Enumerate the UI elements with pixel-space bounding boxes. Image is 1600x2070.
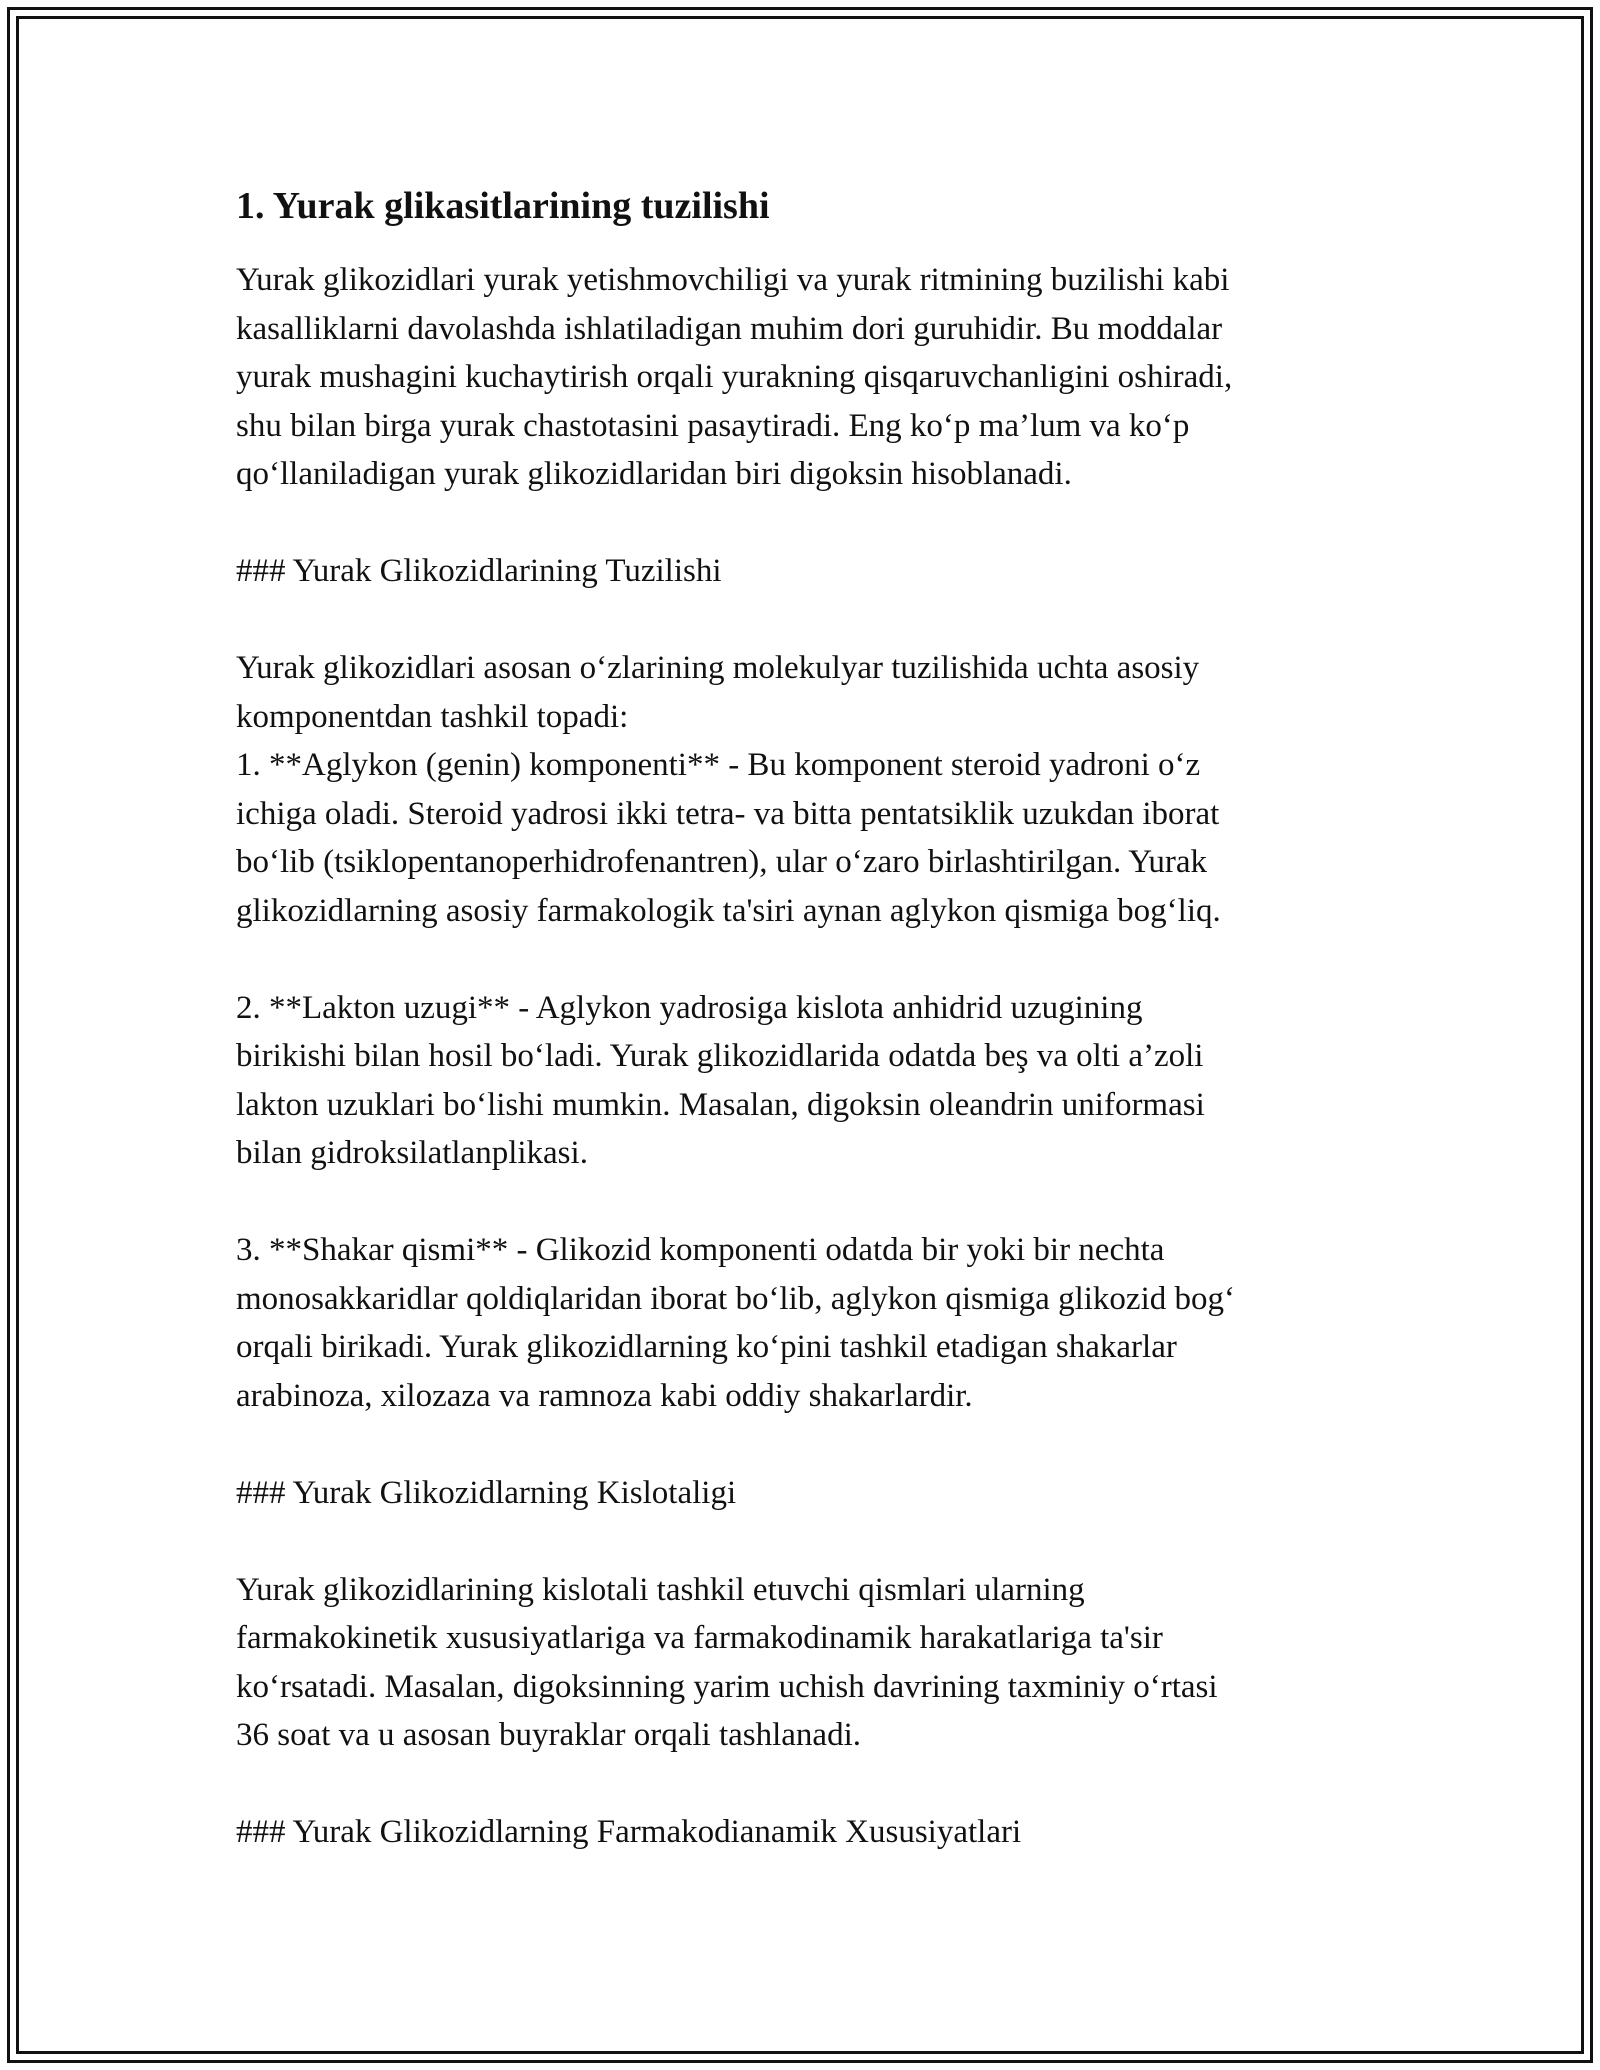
intro-paragraph: Yurak glikozidlari yurak yetishmovchiligi va yurak ritmining buzilishi kabi kasalliklarni davolashda ishlatiladigan muhim dori guruhidir. Bu moddalar yurak mushagini kuchaytirish orqali yurakning qisqaruvchanligini oshiradi, shu bilan birga yurak chastotasini pasaytiradi. Eng ko‘p ma’lum va ko‘p qo‘llaniladigan yurak glikozidlaridan biri digoksin hisoblanadi.	[236, 262, 1233, 492]
section-heading-kislotaligi: ### Yurak Glikozidlarning Kislotaligi	[236, 1474, 737, 1511]
document-body	[236, 184, 1366, 1857]
document-title: 1. Yurak glikasitlarining tuzilishi	[236, 185, 770, 227]
section-heading-farmakodinamik: ### Yurak Glikozidlarning Farmakodianamik Xususiyatlari	[236, 1814, 1022, 1850]
list-item-lakton: 2. **Lakton uzugi** - Aglykon yadrosiga kislota anhidrid uzugining birikishi bilan hosil bo‘ladi. Yurak glikozidlarida odatda beş va olti a’zoli lakton uzuklari bo‘lishi mumkin. Masalan, digoksin oleandrin uniformasi bilan gidroksilatlanplikasi.	[236, 989, 1205, 1171]
list-item-aglykon: 1. **Aglykon (genin) komponenti** - Bu komponent steroid yadroni o‘z ichiga oladi. Steroid yadrosi ikki tetra- va bitta pentatsiklik uzukdan iborat bo‘lib (tsiklopentanoperhidrofenantren), ular o‘zaro birlashtirilgan. Yurak glikozidlarning asosiy farmakologik ta'siri aynan aglykon qismiga bog‘liq.	[236, 747, 1221, 929]
list-item-shakar: 3. **Shakar qismi** - Glikozid komponenti odatda bir yoki bir nechta monosakkaridlar qoldiqlaridan iborat bo‘lib, aglykon qismiga glikozid bog‘ orqali birikadi. Yurak glikozidlarning ko‘pini tashkil etadigan shakarlar arabinoza, xilozaza va ramnoza kabi oddiy shakarlardir.	[236, 1232, 1235, 1414]
kislotaligi-paragraph: Yurak glikozidlarining kislotali tashkil etuvchi qismlari ularning farmakokinetik xususiyatlariga va farmakodinamik harakatlariga ta'sir ko‘rsatadi. Masalan, digoksinning yarim uchish davrining taxminiy o‘rtasi 36 soat va u asosan buyraklar orqali tashlanadi.	[236, 1571, 1218, 1753]
section-heading-tuzilishi: ### Yurak Glikozidlarining Tuzilishi	[236, 553, 722, 589]
structure-intro-paragraph: Yurak glikozidlari asosan o‘zlarining molekulyar tuzilishida uchta asosiy komponentdan tashkil topadi:	[236, 650, 1200, 735]
